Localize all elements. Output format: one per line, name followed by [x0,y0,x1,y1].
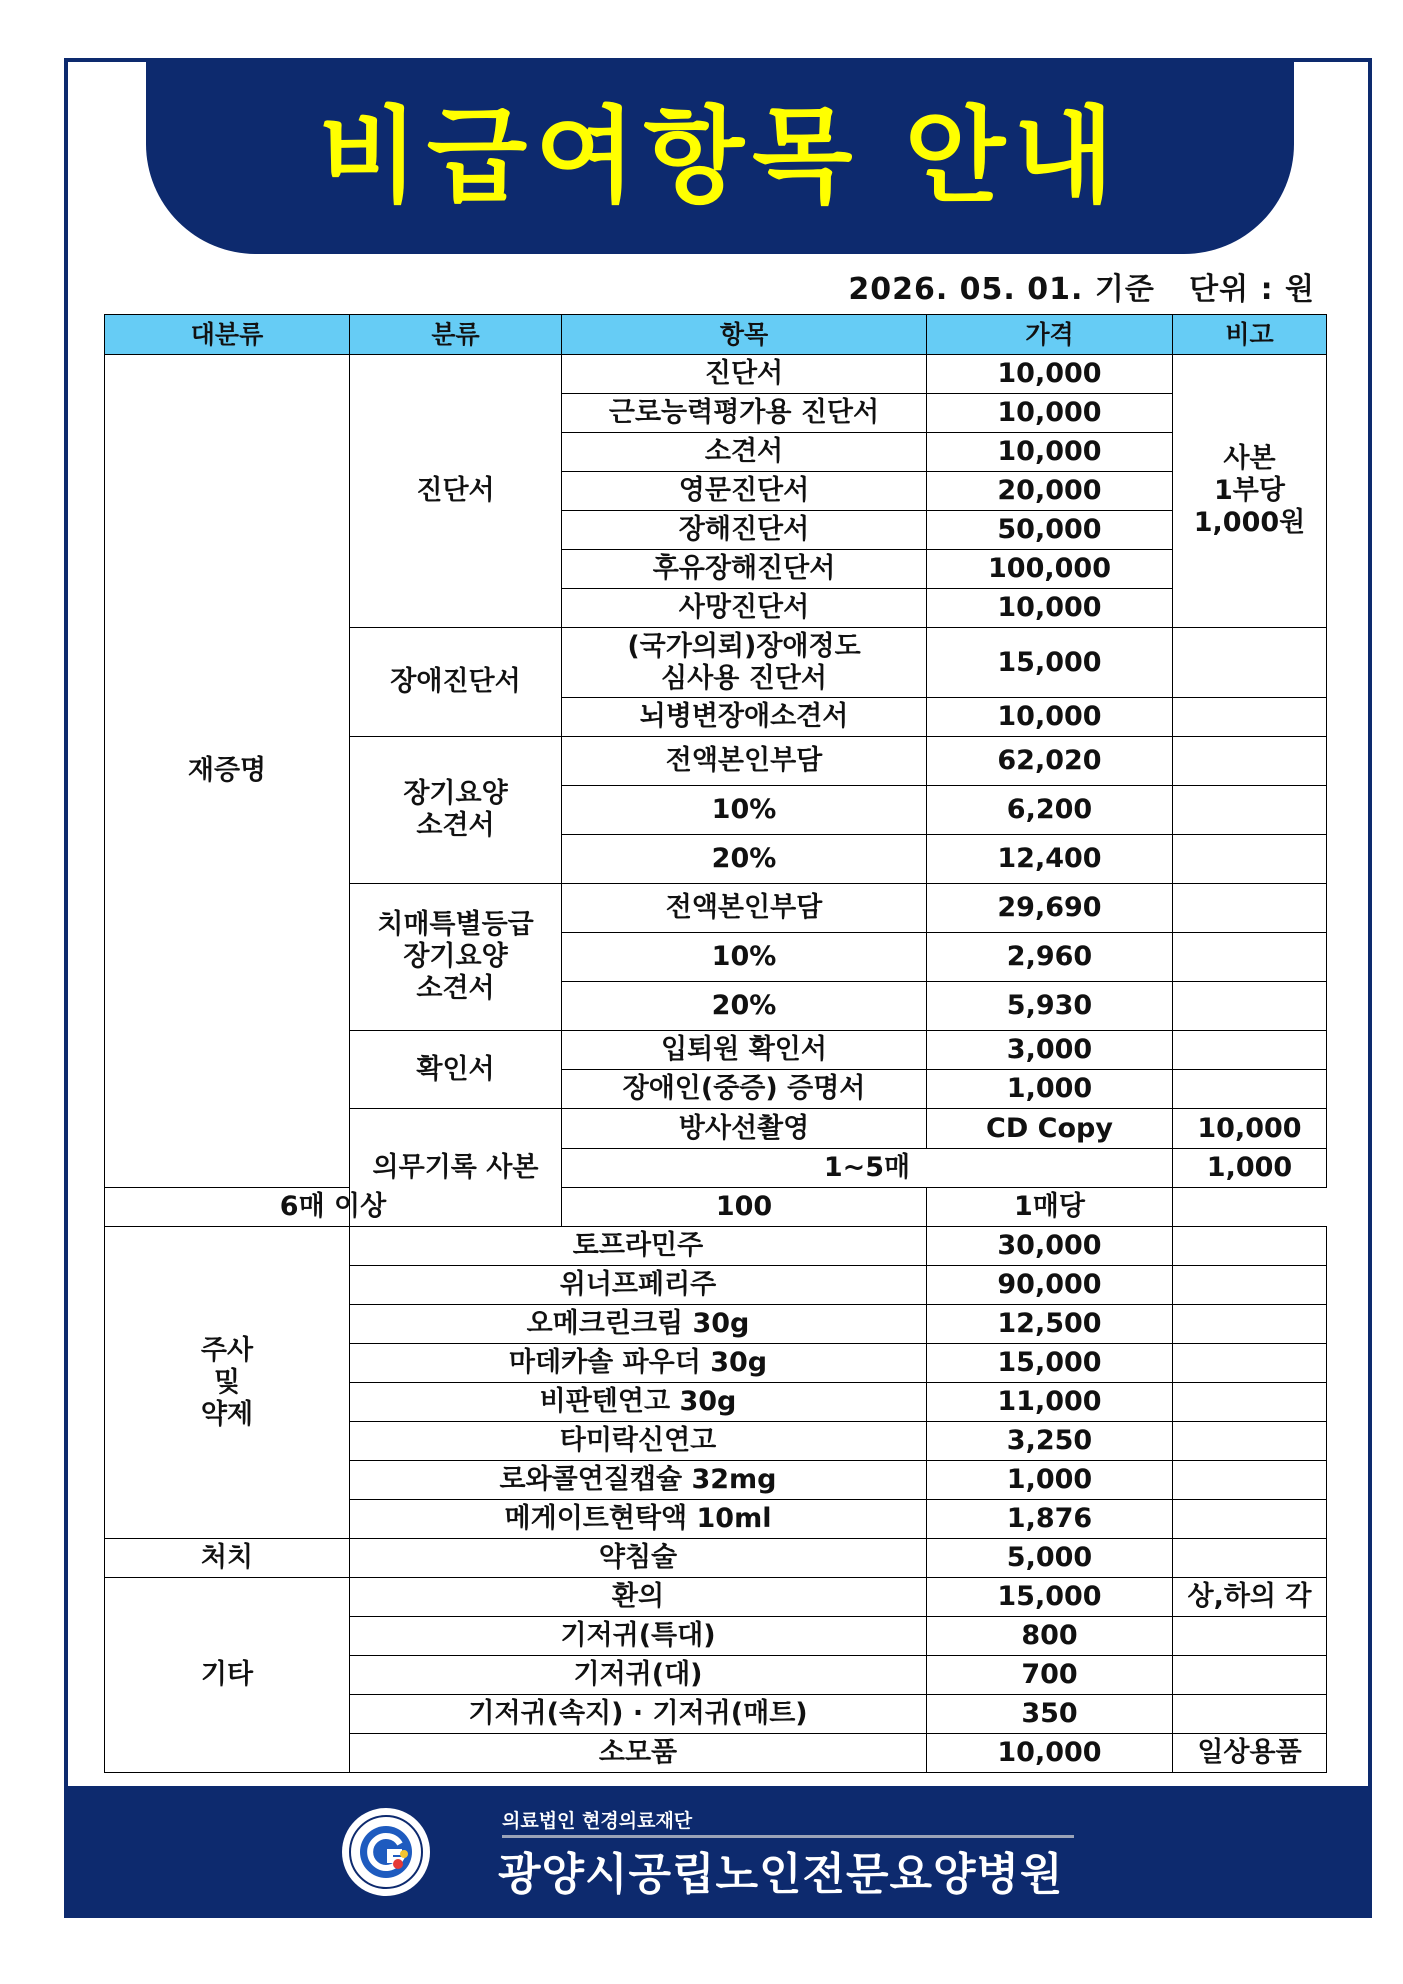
price-cell: 1,000 [927,1070,1173,1109]
header-price: 가격 [927,315,1173,355]
item-cell: 메게이트현탁액 10ml [350,1500,927,1539]
hospital-emblem-icon [340,1806,432,1898]
item-cell: 영문진단서 [562,472,927,511]
basis-date: 2026. 05. 01. 기준 [848,272,1155,307]
note-cell [1173,1266,1327,1305]
title-banner [146,58,1294,254]
note-cell [1173,835,1327,884]
major-treatment: 처치 [105,1539,350,1578]
item-cell: 10% [562,933,927,982]
header-note: 비고 [1173,315,1327,355]
note-cell [1173,1500,1327,1539]
note-cell [1173,1695,1327,1734]
price-cell: 12,400 [927,835,1173,884]
item-cell: 오메크린크림 30g [350,1305,927,1344]
item-cell: 로와콜연질캡슐 32mg [350,1461,927,1500]
category-dementia: 치매특별등급 장기요양 소견서 [350,884,562,1031]
item-cell: 6매 이상 [105,1188,562,1227]
item-cell: 전액본인부담 [562,884,927,933]
major-reissue: 재증명 [105,355,350,1188]
category-ltc: 장기요양 소견서 [350,737,562,884]
category-diagnosis: 진단서 [350,355,562,628]
note-cell [1173,884,1327,933]
item-cell: 소견서 [562,433,927,472]
item-cell: 20% [562,835,927,884]
price-cell: 20,000 [927,472,1173,511]
header-major: 대분류 [105,315,350,355]
note-cell [1173,1617,1327,1656]
price-cell: 2,960 [927,933,1173,982]
price-cell: 15,000 [927,1344,1173,1383]
item-cell: 위너프페리주 [350,1266,927,1305]
item-cell: 입퇴원 확인서 [562,1031,927,1070]
item-cell: 소모품 [350,1734,927,1773]
price-cell: 10,000 [927,589,1173,628]
item-cell: 1~5매 [562,1149,1173,1188]
major-etc: 기타 [105,1578,350,1773]
price-cell: 1,000 [1173,1149,1327,1188]
item-cell: 약침술 [350,1539,927,1578]
price-cell: 1,000 [927,1461,1173,1500]
price-cell: 90,000 [927,1266,1173,1305]
item-cell: 20% [562,982,927,1031]
basis-line [848,264,1315,308]
price-cell: 10,000 [927,1734,1173,1773]
note-cell [1173,1070,1327,1109]
price-cell: 29,690 [927,884,1173,933]
note-cell [1173,1305,1327,1344]
price-cell: 10,000 [1173,1109,1327,1149]
price-cell: 100,000 [927,550,1173,589]
note-cell: 1매당 [927,1188,1173,1227]
note-cell [1173,1539,1327,1578]
price-cell: 100 [562,1188,927,1227]
item-cell: 장해진단서 [562,511,927,550]
note-cell: 일상용품 [1173,1734,1327,1773]
note-cell [1173,982,1327,1031]
header-item: 항목 [562,315,927,355]
price-cell: 11,000 [927,1383,1173,1422]
price-cell: 10,000 [927,433,1173,472]
note-cell [1173,737,1327,786]
price-cell: 12,500 [927,1305,1173,1344]
item-cell: 기저귀(특대) [350,1617,927,1656]
price-cell: 3,000 [927,1031,1173,1070]
price-cell: 6,200 [927,786,1173,835]
major-records: 의무기록 사본 [350,1109,562,1227]
price-cell: 5,930 [927,982,1173,1031]
item-cell: 뇌병변장애소견서 [562,698,927,737]
note-cell [1173,1383,1327,1422]
item-cell: 환의 [350,1578,927,1617]
item-cell: 사망진단서 [562,589,927,628]
note-cell [1173,1344,1327,1383]
hospital-name: 광양시공립노인전문요양병원 [498,1849,1064,1900]
note-cell [1173,1422,1327,1461]
fee-table [104,314,1327,1773]
item-cell: 기저귀(대) [350,1656,927,1695]
header-category: 분류 [350,315,562,355]
table-row [105,1578,1327,1617]
table-header-row [105,315,1327,355]
price-cell: 10,000 [927,355,1173,394]
page-title: 비급여항목 안내 [318,95,1122,217]
note-cell [1173,628,1327,698]
foundation-name: 의료법인 현경의료재단 [502,1810,693,1832]
item-cell: 진단서 [562,355,927,394]
table-row [105,355,1327,394]
item-cell: 근로능력평가용 진단서 [562,394,927,433]
price-cell: 10,000 [927,394,1173,433]
price-cell: 15,000 [927,628,1173,698]
major-drugs: 주사 및 약제 [105,1227,350,1539]
category-radiology: 방사선촬영 [562,1109,927,1149]
price-cell: 62,020 [927,737,1173,786]
table-row [105,1227,1327,1266]
unit-label: 단위 : 원 [1189,272,1315,307]
price-cell: 50,000 [927,511,1173,550]
item-cell: 장애인(중증) 증명서 [562,1070,927,1109]
price-cell: 5,000 [927,1539,1173,1578]
price-cell: 3,250 [927,1422,1173,1461]
item-cell: 토프라민주 [350,1227,927,1266]
note-cell [1173,1031,1327,1070]
table-row [105,1188,1327,1227]
item-cell: (국가의뢰)장애정도 심사용 진단서 [562,628,927,698]
note-copy-fee: 사본 1부당 1,000원 [1173,355,1327,628]
item-cell: 타미락신연고 [350,1422,927,1461]
note-cell [1173,1461,1327,1500]
item-cell: 전액본인부담 [562,737,927,786]
item-cell: CD Copy [927,1109,1173,1149]
category-confirm: 확인서 [350,1031,562,1109]
item-cell: 마데카솔 파우더 30g [350,1344,927,1383]
note-cell: 상,하의 각 [1173,1578,1327,1617]
price-cell: 1,876 [927,1500,1173,1539]
note-cell [1173,933,1327,982]
price-cell: 700 [927,1656,1173,1695]
price-cell: 10,000 [927,698,1173,737]
note-cell [1173,1656,1327,1695]
table-row [105,1539,1327,1578]
category-disability: 장애진단서 [350,628,562,737]
item-cell: 10% [562,786,927,835]
item-cell: 비판텐연고 30g [350,1383,927,1422]
note-cell [1173,786,1327,835]
item-cell: 후유장해진단서 [562,550,927,589]
price-cell: 30,000 [927,1227,1173,1266]
item-cell: 기저귀(속지) · 기저귀(매트) [350,1695,927,1734]
price-cell: 15,000 [927,1578,1173,1617]
price-cell: 800 [927,1617,1173,1656]
note-cell [1173,1227,1327,1266]
note-cell [1173,698,1327,737]
price-cell: 350 [927,1695,1173,1734]
